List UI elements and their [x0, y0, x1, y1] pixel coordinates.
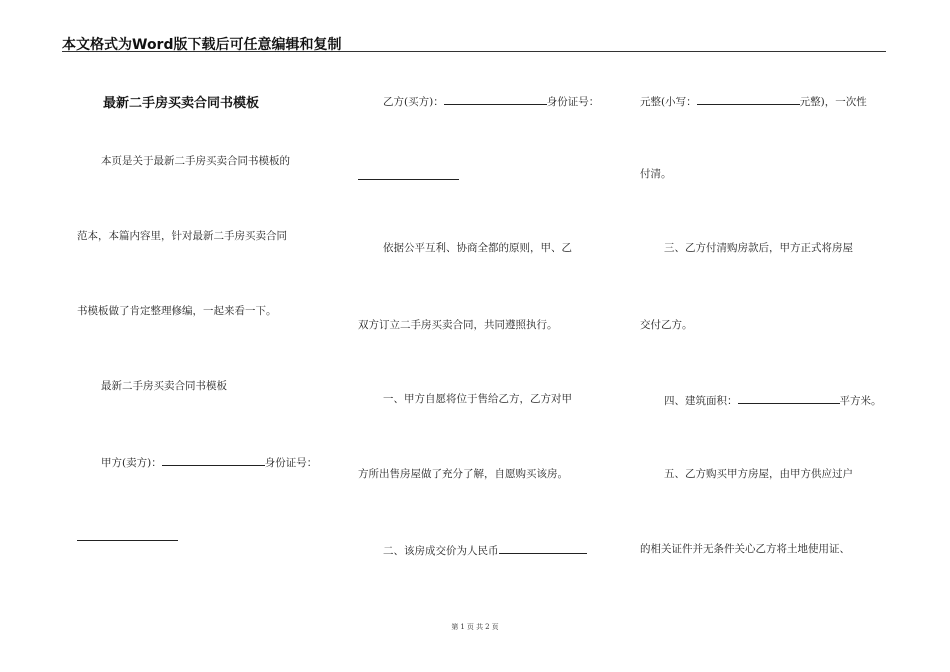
intro-line-2: 范本，本篇内容里，针对最新二手房买卖合同	[77, 230, 287, 242]
page-footer	[0, 622, 950, 632]
page-current: 1	[460, 623, 465, 631]
clause-1-line-1: 一、甲方自愿将位于售给乙方，乙方对甲	[383, 393, 572, 405]
page-suffix: 页	[491, 623, 499, 631]
price-line	[640, 93, 867, 109]
clause-2-text: 二、该房成交价为人民币	[383, 545, 499, 557]
clause-5-line-1: 五、乙方购买甲方房屋，由甲方供应过户	[664, 468, 853, 480]
document-title: 最新二手房买卖合同书模板	[103, 96, 260, 111]
price-suffix: 元整)，一次性	[799, 96, 867, 108]
contract-subtitle: 最新二手房买卖合同书模板	[101, 380, 227, 392]
clause-5-line-2: 的相关证件并无条件关心乙方将土地使用证、	[640, 543, 850, 555]
clause-4-label: 四、建筑面积：	[664, 395, 738, 407]
area-blank	[738, 392, 840, 404]
price-number-blank	[697, 93, 800, 105]
seller-id-label: 身份证号：	[264, 457, 318, 469]
header-title: 本文格式为Word版下载后可任意编辑和复制	[62, 37, 342, 53]
principle-line-1: 依据公平互利、协商全都的原则，甲、乙	[383, 242, 572, 254]
clause-4-line	[664, 392, 882, 408]
buyer-id-blank	[358, 179, 459, 180]
page-mid: 页 共	[466, 623, 484, 631]
seller-name-blank	[162, 454, 265, 466]
intro-line-3: 书模板做了肯定整理修编，一起来看一下。	[77, 305, 277, 317]
clause-3-line-2: 交付乙方。	[640, 319, 693, 331]
page-prefix: 第	[451, 623, 459, 631]
buyer-line	[383, 93, 599, 109]
intro-line-1: 本页是关于最新二手房买卖合同书模板的	[101, 155, 290, 167]
clause-1-line-2: 方所出售房屋做了充分了解，自愿购买该房。	[358, 468, 568, 480]
seller-line	[101, 454, 317, 470]
seller-id-blank	[77, 540, 178, 541]
clause-4-unit: 平方米。	[839, 395, 882, 407]
clause-2-line-1	[383, 542, 587, 558]
buyer-id-label: 身份证号：	[546, 96, 600, 108]
seller-label: 甲方(卖方)：	[101, 457, 162, 469]
header-divider	[62, 51, 886, 52]
principle-line-2: 双方订立二手房买卖合同，共同遵照执行。	[358, 319, 558, 331]
buyer-name-blank	[444, 93, 547, 105]
buyer-label: 乙方(买方)：	[383, 96, 444, 108]
page-total: 2	[485, 623, 490, 631]
price-line-2: 付清。	[640, 168, 672, 180]
clause-3-line-1: 三、乙方付清购房款后，甲方正式将房屋	[664, 242, 853, 254]
price-capital-blank	[499, 542, 587, 554]
price-prefix: 元整(小写：	[640, 96, 697, 108]
